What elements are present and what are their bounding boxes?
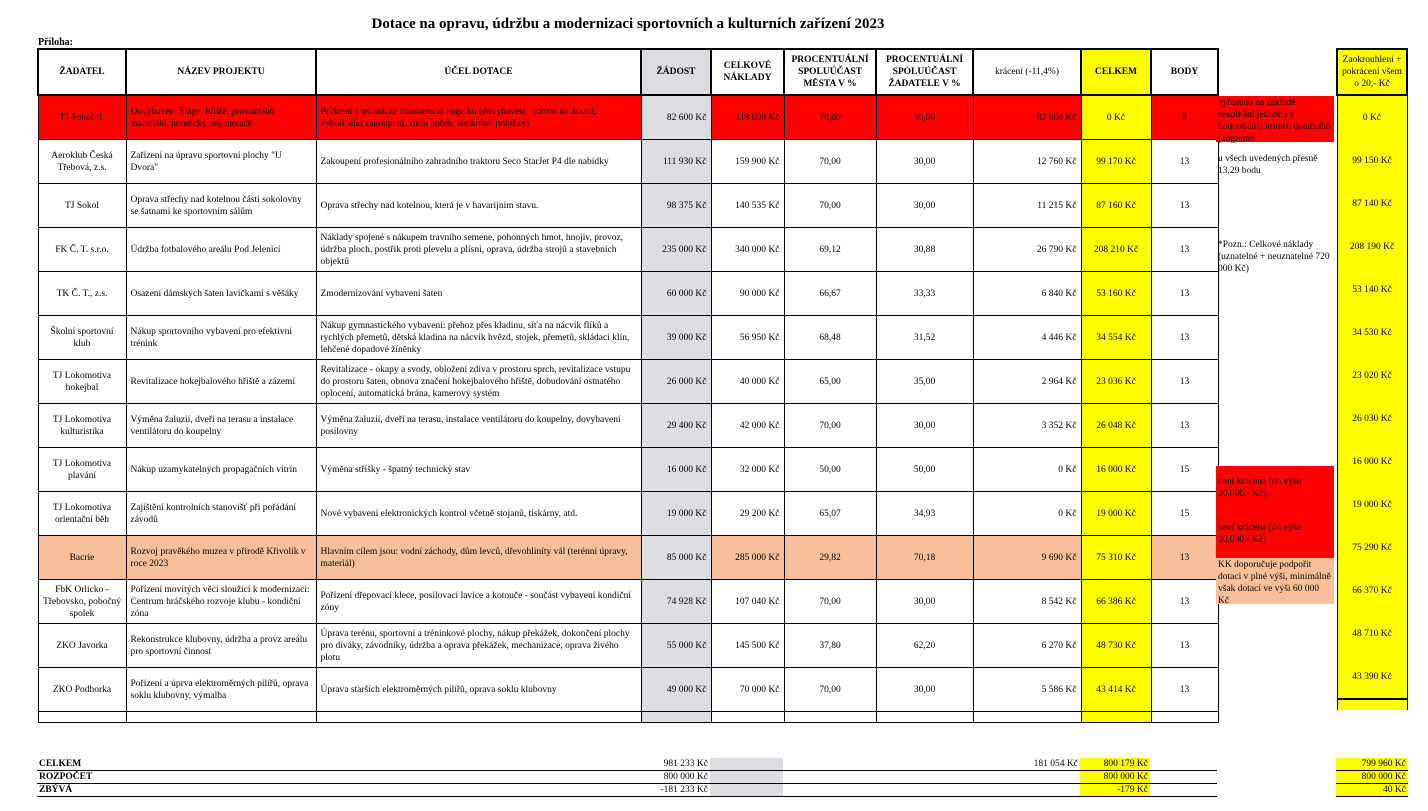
cell-kraceni: 4 446 Kč — [973, 316, 1081, 360]
totals-empty — [1150, 771, 1217, 784]
cell-mesto: 70,00 — [784, 140, 876, 184]
round-row — [1337, 655, 1407, 699]
totals-celkem: -179 Kč — [1080, 784, 1150, 797]
cell-round: 66 370 Kč — [1337, 569, 1407, 612]
cell-zadatel: TJ Lokomotiva plavání — [38, 448, 126, 492]
table-row — [38, 95, 1218, 140]
totals-empty — [783, 771, 875, 784]
cell-nazev: Pořízení movitých věcí sloužící k modernizaci: Centrum hráčského rozvoje klubu - kondiční zóna — [126, 580, 316, 624]
cell-body: 13 — [1151, 316, 1218, 360]
cell-mesto: 70,00 — [784, 580, 876, 624]
cell-round: 26 030 Kč — [1337, 397, 1407, 440]
round-row — [1337, 612, 1407, 655]
col-kraceni: krácení (-11,4%) — [973, 49, 1081, 95]
totals-empty — [315, 758, 640, 771]
cell-nazev: Revitalizace hokejbalového hřiště a zázemí — [126, 360, 316, 404]
cell-zadost: 26 000 Kč — [641, 360, 711, 404]
totals-empty — [710, 771, 783, 784]
cell-naklady: 145 500 Kč — [711, 624, 784, 668]
spacer-row — [38, 712, 1218, 723]
round-total: 40 Kč — [1336, 784, 1408, 797]
cell-nazev: Nákup uzamykatelných propagačních vitrín — [126, 448, 316, 492]
cell-zadatel: TJ Lokomotiva hokejbal — [38, 360, 126, 404]
cell-kraceni: 6 840 Kč — [973, 272, 1081, 316]
table-row — [38, 668, 1218, 712]
round-row — [1337, 139, 1407, 182]
cell-kraceni: 26 790 Kč — [973, 228, 1081, 272]
cell-nazev: Údržba fotbalového areálu Pod Jelenicí — [126, 228, 316, 272]
cell-zadatel: FbK Orlicko - Třebovsko, pobočný spolek — [38, 580, 126, 624]
cell-round: 34 530 Kč — [1337, 311, 1407, 354]
cell-mesto: 69,12 — [784, 228, 876, 272]
cell-mesto: 70,00 — [784, 95, 876, 140]
note-points: u všech uvedených přesně 13,29 bodu — [1218, 154, 1318, 176]
cell-kraceni: 0 Kč — [973, 492, 1081, 536]
cell-nazev: Pořízení a úprva elektroměrných pilířů, oprava soklu klubovny, výmalba — [126, 668, 316, 712]
cell-nazev: Rekonstrukce klubovny, údržba a provz areálu pro sportovní činnost — [126, 624, 316, 668]
cell-celkem: 0 Kč — [1081, 95, 1151, 140]
cell-zadatel: Bacrie — [38, 536, 126, 580]
cell-body: 13 — [1151, 536, 1218, 580]
cell-naklady: 140 535 Kč — [711, 184, 784, 228]
cell-celkem: 16 000 Kč — [1081, 448, 1151, 492]
cell-kraceni: 11 215 Kč — [973, 184, 1081, 228]
round-row — [1337, 569, 1407, 612]
cell-naklady: 40 000 Kč — [711, 360, 784, 404]
cell-celkem: 43 414 Kč — [1081, 668, 1151, 712]
cell-nazev: Rozvoj pravěkého muzea v přírodě Křivolík v roce 2023 — [126, 536, 316, 580]
cell-naklady: 118 000 Kč — [711, 95, 784, 140]
cell-ucel: Úprava terénu, sportovní a tréninkové plochy, nákup překážek, dokončení plochy pro diváky, závodníky, údržba a oprava překážek, mechanizace, oprava živého plotu — [316, 624, 641, 668]
cell-ucel: Nákup gymnastického vybavení: přehoz přes kladinu, síťa na nácvik flíků a rychlých přemetů, dětská kladina na nácvik hvězd, stojek, přemetů, skládací klín, lehčené dopadové žíněnky — [316, 316, 641, 360]
cell-round: 208 190 Kč — [1337, 225, 1407, 268]
cell-body: 8 — [1151, 95, 1218, 140]
cell-ucel: Náklady spojené s nákupem travního semene, pohonných hmot, hnojiv, provoz, údržba ploch, postřik proti plevelu a plísni, oprava, údržba strojů a stavebních objektů — [316, 228, 641, 272]
cell-ucel: Revitalizace - okapy a svody, obložení zdiva v prostoru sprch, revitalizace vstupu do prostoru šaten, obnova značení hokejbalového hřiště, dobudování ostnatého oplocení, automatická brána, kamerový systém — [316, 360, 641, 404]
cell-zadatel: TJ Lokomotiva orientační běh — [38, 492, 126, 536]
totals-kraceni — [972, 771, 1080, 784]
round-row — [1337, 397, 1407, 440]
cell-nazev: Zajištění kontrolních stanovišť při pořádání závodů — [126, 492, 316, 536]
totals-empty — [710, 784, 783, 797]
round-row — [1337, 440, 1407, 483]
cell-zadatel-pct: 30,00 — [876, 404, 973, 448]
cell-naklady: 107 040 Kč — [711, 580, 784, 624]
col-mesto: PROCENTUÁLNÍ SPOLUÚČAST MĚSTA V % — [784, 49, 876, 95]
cell-round: 87 140 Kč — [1337, 182, 1407, 225]
table-row — [38, 580, 1218, 624]
cell-zadatel: Aeroklub Česká Třebová, z.s. — [38, 140, 126, 184]
totals-table — [37, 758, 1217, 797]
cell-mesto: 50,00 — [784, 448, 876, 492]
totals-row — [37, 784, 1217, 797]
cell-kraceni: 12 760 Kč — [973, 140, 1081, 184]
round-row — [1337, 311, 1407, 354]
cell-body: 13 — [1151, 184, 1218, 228]
note-not-reduced-1: není krácena (do výše 20.000,- Kč) — [1216, 466, 1334, 512]
cell-round: 53 140 Kč — [1337, 268, 1407, 311]
cell-mesto: 65,07 — [784, 492, 876, 536]
cell-zadatel: TK Č. T., z.s. — [38, 272, 126, 316]
round-row — [1337, 526, 1407, 569]
round-row — [1337, 95, 1407, 139]
cell-round: 0 Kč — [1337, 95, 1407, 139]
cell-mesto: 70,00 — [784, 184, 876, 228]
cell-zadatel-pct: 50,00 — [876, 448, 973, 492]
table-row — [38, 360, 1218, 404]
cell-celkem: 34 554 Kč — [1081, 316, 1151, 360]
totals-label: CELKEM — [37, 758, 125, 771]
table-row — [38, 316, 1218, 360]
cell-zadatel-pct: 35,00 — [876, 360, 973, 404]
cell-body: 15 — [1151, 492, 1218, 536]
cell-zadatel: ZKO Javorka — [38, 624, 126, 668]
totals-empty — [1150, 758, 1217, 771]
header-row — [38, 49, 1218, 95]
cell-zadatel-pct: 30,00 — [876, 580, 973, 624]
note-costs: *Pozn.: Celkové náklady (uznatelné + neuznatelné 720 000 Kč) — [1218, 240, 1330, 274]
cell-naklady: 32 000 Kč — [711, 448, 784, 492]
cell-naklady: 42 000 Kč — [711, 404, 784, 448]
round-total: 800 000 Kč — [1336, 771, 1408, 784]
totals-empty — [1150, 784, 1217, 797]
table-row — [38, 492, 1218, 536]
cell-round: 99 150 Kč — [1337, 139, 1407, 182]
totals-label: ZBÝVÁ — [37, 784, 125, 797]
cell-kraceni: 5 586 Kč — [973, 668, 1081, 712]
cell-round: 75 290 Kč — [1337, 526, 1407, 569]
cell-zadost: 19 000 Kč — [641, 492, 711, 536]
col-body: BODY — [1151, 49, 1218, 95]
round-row — [1337, 225, 1407, 268]
cell-celkem: 66 386 Kč — [1081, 580, 1151, 624]
col-zadost: ŽÁDOST — [641, 49, 711, 95]
cell-celkem: 23 036 Kč — [1081, 360, 1151, 404]
rounding-totals-table — [1336, 758, 1408, 797]
cell-zadatel-pct: 34,93 — [876, 492, 973, 536]
cell-round: 19 000 Kč — [1337, 483, 1407, 526]
cell-zadatel: FK Č. T. s.r.o. — [38, 228, 126, 272]
cell-zadost: 60 000 Kč — [641, 272, 711, 316]
cell-zadatel-pct: 30,00 — [876, 668, 973, 712]
cell-nazev: Oprava střechy nad kotelnou části sokolovny se šatnami ke sportovním sálům — [126, 184, 316, 228]
cell-zadatel-pct: 30,00 — [876, 184, 973, 228]
cell-zadost: 85 000 Kč — [641, 536, 711, 580]
cell-naklady: 340 000 Kč — [711, 228, 784, 272]
cell-mesto: 37,80 — [784, 624, 876, 668]
totals-kraceni: 181 054 Kč — [972, 758, 1080, 771]
table-row — [38, 272, 1218, 316]
cell-mesto: 68,48 — [784, 316, 876, 360]
round-spacer — [1337, 699, 1407, 710]
col-celkem: CELKEM — [1081, 49, 1151, 95]
cell-kraceni: 8 542 Kč — [973, 580, 1081, 624]
cell-ucel: Výměna žaluzií, dveří na terasu, instalace ventilátoru do koupelny, dovybavení posilovny — [316, 404, 641, 448]
cell-mesto: 66,67 — [784, 272, 876, 316]
cell-mesto: 70,00 — [784, 404, 876, 448]
cell-mesto: 65,00 — [784, 360, 876, 404]
totals-empty — [783, 758, 875, 771]
col-nazev: NÁZEV PROJEKTU — [126, 49, 316, 95]
col-zadatel-pct: PROCENTUÁLNÍ SPOLUÚČAST ŽADATELE V % — [876, 49, 973, 95]
cell-kraceni: 6 270 Kč — [973, 624, 1081, 668]
table-row — [38, 140, 1218, 184]
note-recommendation: KK doporučuje podpořit dotaci v plné výši, minimálně však dotací ve výši 60 000 Kč — [1216, 558, 1334, 604]
cell-celkem: 19 000 Kč — [1081, 492, 1151, 536]
cell-naklady: 56 950 Kč — [711, 316, 784, 360]
totals-empty — [125, 784, 315, 797]
totals-zadost: 800 000 Kč — [640, 771, 710, 784]
cell-zadost: 111 930 Kč — [641, 140, 711, 184]
cell-body: 13 — [1151, 624, 1218, 668]
cell-body: 13 — [1151, 272, 1218, 316]
totals-zadost: 981 233 Kč — [640, 758, 710, 771]
cell-body: 13 — [1151, 140, 1218, 184]
table-row — [38, 624, 1218, 668]
cell-celkem: 26 048 Kč — [1081, 404, 1151, 448]
cell-naklady: 70 000 Kč — [711, 668, 784, 712]
cell-kraceni: 3 352 Kč — [973, 404, 1081, 448]
round-row — [1337, 354, 1407, 397]
note-not-reduced-2: není krácena (do výše 20.000,- Kč) — [1216, 512, 1334, 558]
cell-body: 13 — [1151, 668, 1218, 712]
cell-naklady: 285 000 Kč — [711, 536, 784, 580]
cell-naklady: 29 200 Kč — [711, 492, 784, 536]
round-row — [1337, 182, 1407, 225]
cell-zadatel-pct: 31,52 — [876, 316, 973, 360]
totals-label: ROZPOČET — [37, 771, 125, 784]
cell-zadatel-pct: 62,20 — [876, 624, 973, 668]
attachment-label: Příloha: — [38, 37, 73, 48]
cell-zadost: 98 375 Kč — [641, 184, 711, 228]
cell-zadatel-pct: 70,18 — [876, 536, 973, 580]
cell-zadatel-pct: 33,33 — [876, 272, 973, 316]
round-row — [1337, 483, 1407, 526]
cell-zadost: 16 000 Kč — [641, 448, 711, 492]
cell-round: 48 710 Kč — [1337, 612, 1407, 655]
totals-celkem: 800 179 Kč — [1080, 758, 1150, 771]
cell-zadatel: ZKO Podhorka — [38, 668, 126, 712]
totals-empty — [125, 758, 315, 771]
round-total: 799 960 Kč — [1336, 758, 1408, 771]
totals-empty — [315, 771, 640, 784]
cell-mesto: 70,00 — [784, 668, 876, 712]
totals-kraceni — [972, 784, 1080, 797]
cell-zadost: 74 928 Kč — [641, 580, 711, 624]
cell-round: 43 390 Kč — [1337, 655, 1407, 699]
cell-celkem: 75 310 Kč — [1081, 536, 1151, 580]
cell-kraceni: 82 600 Kč — [973, 95, 1081, 140]
cell-naklady: 159 900 Kč — [711, 140, 784, 184]
cell-zadost: 39 000 Kč — [641, 316, 711, 360]
note-excluded: vyřazeno na základě nesplnění jednoho z hodnotících kritérií dotačního programu — [1216, 96, 1334, 142]
totals-empty — [783, 784, 875, 797]
cell-celkem: 208 210 Kč — [1081, 228, 1151, 272]
table-row — [38, 536, 1218, 580]
cell-celkem: 53 160 Kč — [1081, 272, 1151, 316]
cell-kraceni: 9 690 Kč — [973, 536, 1081, 580]
cell-ucel: Hlavním cílem jsou: vodní záchody, dům levců, dřevohliníty vál (terénní úpravy, materiál) — [316, 536, 641, 580]
cell-zadatel: TJ Sokol II. — [38, 95, 126, 140]
rounding-table — [1336, 48, 1408, 710]
totals-celkem: 800 000 Kč — [1080, 771, 1150, 784]
cell-ucel: Pořízení a technické zhodnocení majetku (dovybavení - závod na dotaci, vybodného zakoupení, zmín pořeb, konkrétní položky) — [316, 95, 641, 140]
cell-zadatel-pct: 30,00 — [876, 95, 973, 140]
cell-nazev: Zařízení na úpravu sportovní plochy "U Dvora" — [126, 140, 316, 184]
cell-mesto: 29,82 — [784, 536, 876, 580]
cell-zadatel-pct: 30,88 — [876, 228, 973, 272]
round-totals-row — [1336, 758, 1408, 771]
round-totals-row — [1336, 784, 1408, 797]
cell-zadatel-pct: 30,00 — [876, 140, 973, 184]
cell-body: 13 — [1151, 360, 1218, 404]
cell-ucel: Úprava starších elektroměrných pilířů, oprava soklu klubovny — [316, 668, 641, 712]
cell-kraceni: 2 964 Kč — [973, 360, 1081, 404]
cell-ucel: Pořízení dřepovací klece, posilovací lavice a kotouče - součást vybavení kondiční zóny — [316, 580, 641, 624]
round-totals-row — [1336, 771, 1408, 784]
col-naklady: CELKOVÉ NÁKLADY — [711, 49, 784, 95]
cell-zadost: 29 400 Kč — [641, 404, 711, 448]
totals-zadost: -181 233 Kč — [640, 784, 710, 797]
cell-zadatel: TJ Sokol — [38, 184, 126, 228]
cell-kraceni: 0 Kč — [973, 448, 1081, 492]
cell-body: 13 — [1151, 404, 1218, 448]
cell-round: 23 020 Kč — [1337, 354, 1407, 397]
totals-empty — [125, 771, 315, 784]
cell-body: 13 — [1151, 228, 1218, 272]
col-ucel: ÚČEL DOTACE — [316, 49, 641, 95]
table-row — [38, 448, 1218, 492]
col-zadatel: ŽADATEL — [38, 49, 126, 95]
cell-zadost: 49 000 Kč — [641, 668, 711, 712]
col-round: Zaokrouhlení + pokrácení všem o 20,- Kč — [1337, 49, 1407, 95]
cell-body: 15 — [1151, 448, 1218, 492]
cell-celkem: 48 730 Kč — [1081, 624, 1151, 668]
cell-nazev: Osazení dámských šaten lavičkami s věšáky — [126, 272, 316, 316]
cell-body: 13 — [1151, 580, 1218, 624]
cell-nazev: Nákup sportovního vybavení pro efektivní trénink — [126, 316, 316, 360]
cell-ucel: Zmodernizování vybavení šaten — [316, 272, 641, 316]
cell-ucel: Oprava střechy nad kotelnou, která je v havarijním stavu. — [316, 184, 641, 228]
cell-zadost: 235 000 Kč — [641, 228, 711, 272]
cell-zadost: 82 600 Kč — [641, 95, 711, 140]
cell-ucel: Nové vybavení elektronických kontrol včetně stojanů, tiskárny, atd. — [316, 492, 641, 536]
totals-row — [37, 758, 1217, 771]
page-title: Dotace na opravu, údržbu a modernizaci sportovních a kulturních zařízení 2023 — [371, 16, 885, 32]
totals-empty — [315, 784, 640, 797]
cell-celkem: 87 160 Kč — [1081, 184, 1151, 228]
totals-empty — [875, 758, 972, 771]
round-row — [1337, 268, 1407, 311]
totals-empty — [875, 784, 972, 797]
table-row — [38, 228, 1218, 272]
table-row — [38, 184, 1218, 228]
cell-zadatel: Školní sportovní klub — [38, 316, 126, 360]
cell-round: 16 000 Kč — [1337, 440, 1407, 483]
cell-nazev: Výměna žaluzií, dveří na terasu a instalace ventilátoru do koupelny — [126, 404, 316, 448]
grants-table — [37, 48, 1219, 723]
cell-nazev: Dovybavení Stage: hřiště, provozního materiálu, pomůcky, regenerace — [126, 95, 316, 140]
table-row — [38, 404, 1218, 448]
totals-row — [37, 771, 1217, 784]
cell-zadatel: TJ Lokomotiva kulturistika — [38, 404, 126, 448]
cell-ucel: Výměna stříšky - špatný technický stav — [316, 448, 641, 492]
cell-zadost: 55 000 Kč — [641, 624, 711, 668]
cell-ucel: Zakoupení profesionálního zahradního traktoru Seco StarJet P4 dle nabídky — [316, 140, 641, 184]
totals-empty — [875, 771, 972, 784]
totals-empty — [710, 758, 783, 771]
cell-celkem: 99 170 Kč — [1081, 140, 1151, 184]
cell-naklady: 90 000 Kč — [711, 272, 784, 316]
